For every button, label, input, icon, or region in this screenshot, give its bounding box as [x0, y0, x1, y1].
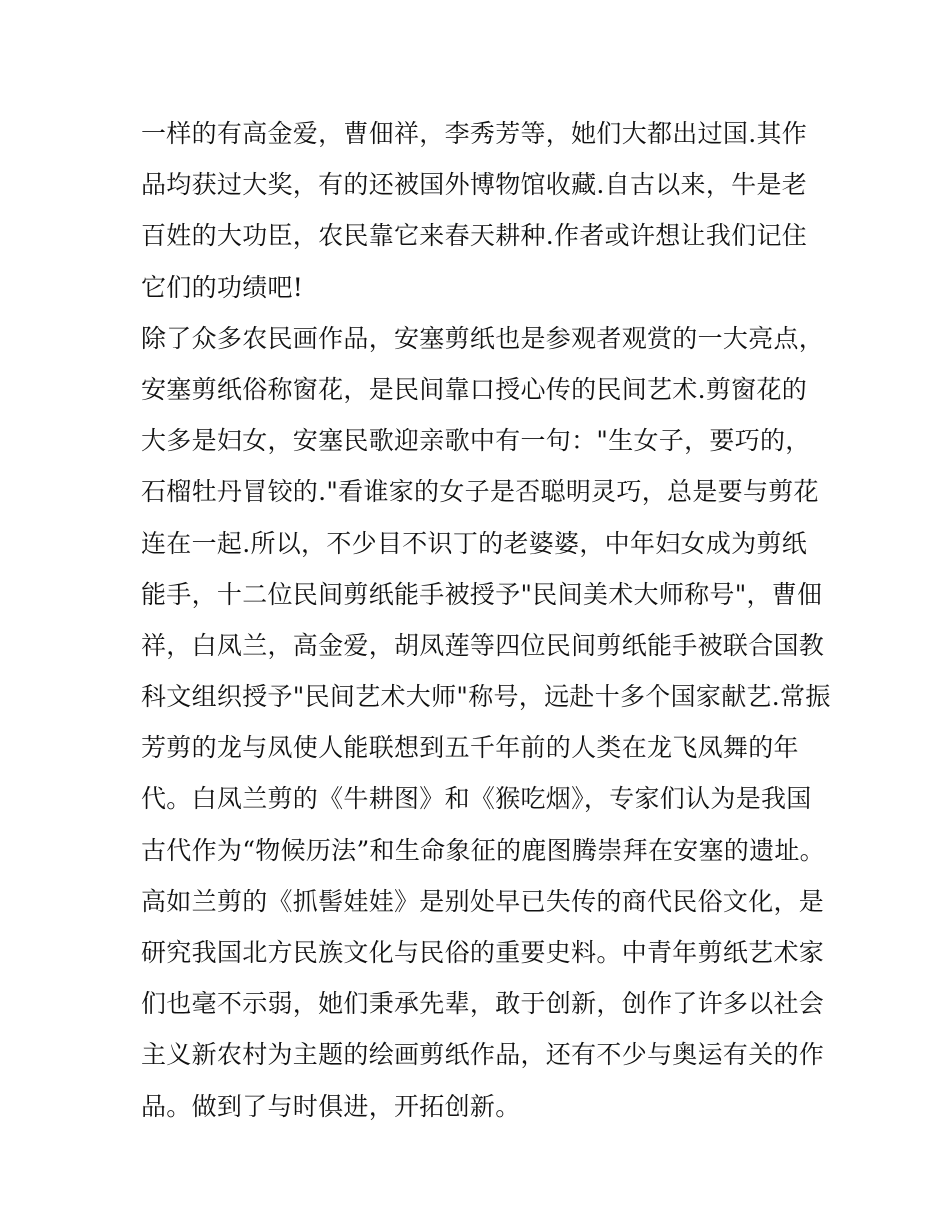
text-line: 能手，十二位民间剪纸能手被授予"民间美术大师称号"，曹佃 — [141, 579, 823, 609]
text-line: 一样的有高金爱，曹佃祥，李秀芳等，她们大都出过国.其作 — [141, 119, 808, 148]
text-line: 大多是妇女，安塞民歌迎亲歌中有一句："生女子，要巧的， — [141, 426, 811, 456]
text-line: 石榴牡丹冒铰的."看谁家的女子是否聪明灵巧，总是要与剪花 — [141, 477, 819, 507]
text-line: 芳剪的龙与凤使人能联想到五千年前的人类在龙飞凤舞的年 — [141, 733, 799, 763]
text-line: 连在一起.所以，不少目不识丁的老婆婆，中年妇女成为剪纸 — [141, 528, 808, 558]
text-line: 主义新农村为主题的绘画剪纸作品，还有不少与奥运有关的作 — [141, 1040, 825, 1070]
text-line: 品均获过大奖，有的还被国外博物馆收藏.自古以来，牛是老 — [141, 170, 808, 200]
text-line: 高如兰剪的《抓髻娃娃》是别处早已失传的商代民俗文化，是 — [141, 886, 825, 916]
text-line: 安塞剪纸俗称窗花，是民间靠口授心传的民间艺术.剪窗花的 — [141, 374, 808, 404]
text-line: 研究我国北方民族文化与民俗的重要史料。中青年剪纸艺术家 — [141, 938, 825, 967]
text-line: 科文组织授予"民间艺术大师"称号，远赴十多个国家献艺.常振 — [141, 682, 831, 712]
text-line: 们也毫不示弱，她们秉承先辈，敢于创新，创作了许多以社会 — [141, 989, 825, 1019]
text-line: 百姓的大功臣，农民靠它来春天耕种.作者或许想让我们记住 — [141, 221, 808, 251]
text-line: 品。做到了与时俱进，开拓创新。 — [141, 1091, 521, 1121]
text-line: 祥，白凤兰，高金爱，胡凤莲等四位民间剪纸能手被联合国教 — [141, 630, 825, 660]
body-text — [141, 108, 831, 1132]
text-line: 代。白凤兰剪的《牛耕图》和《猴吃烟》，专家们认为是我国 — [141, 784, 812, 814]
text-line: 古代作为“物候历法”和生命象征的鹿图腾崇拜在安塞的遗址。 — [141, 835, 825, 865]
text-line: 除了众多农民画作品，安塞剪纸也是参观者观赏的一大亮点， — [141, 323, 825, 353]
text-line: 它们的功绩吧! — [141, 272, 304, 302]
